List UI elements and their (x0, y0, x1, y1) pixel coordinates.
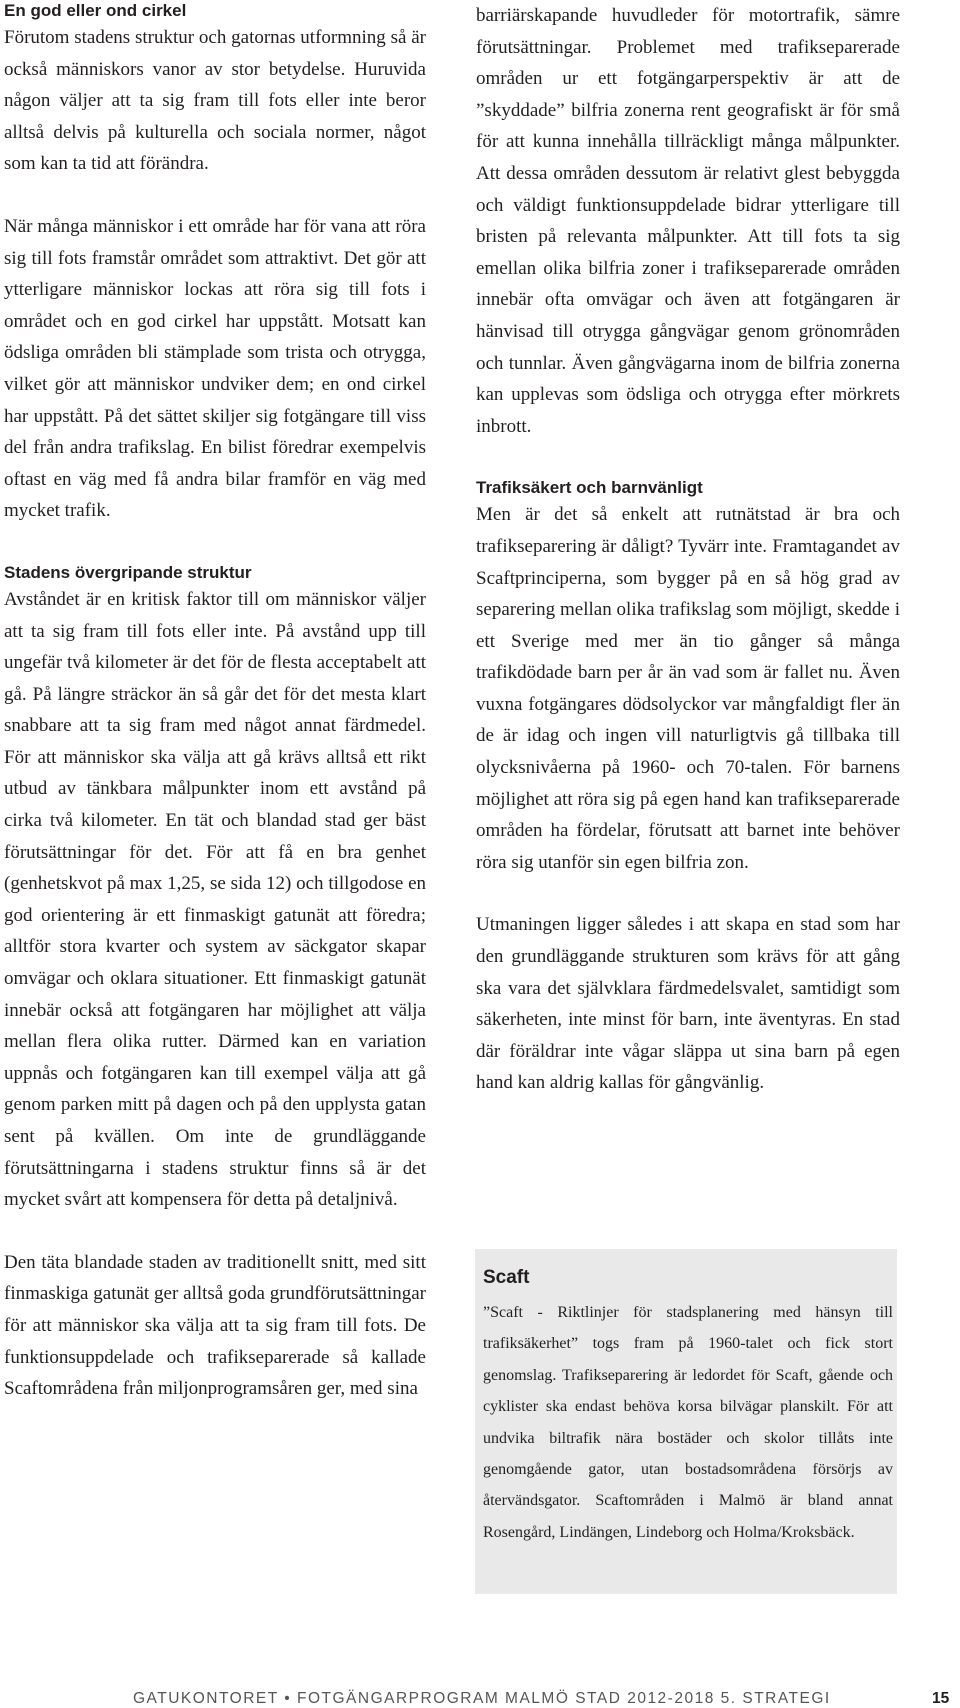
paragraph: Förutom stadens struktur och gatornas utformning så är också människors vanor av stor betydelse. Huruvida någon väljer att ta sig fram till fots eller inte beror alltså delvis på kulturella och sociala normer, något som kan ta tid att förändra. (4, 27, 426, 175)
paragraph: Avståndet är en kritisk faktor till om människor väljer att ta sig fram till fots eller inte. På avstånd upp till ungefär två kilometer är det för de flesta acceptabelt att gå. På längre sträckor än så går det för det mesta klart snabbare att ta sig fram med något annat färdmedel. För att människor ska välja att gå krävs alltså ett rikt utbud av tänkbara målpunkter inom ett avstånd på cirka två kilometer. En tät och blandad stad ger bäst förutsättningar för det. För att få en bra genhet (genhetskvot på max 1,25, se sida 12) och tillgodose en god orientering är ett finmaskigt gatunät att föredra; alltför stora kvarter och system av säckgator skapar omvägar och oklara situationer. Ett finmaskigt gatunät innebär också att fotgängaren har möjlighet att välja mellan flera olika rutter. Därmed kan en variation uppnås och fotgängaren kan till exempel välja att gå genom parken mitt på dagen och på den upplysta gatan sent på kvällen. Om inte de grundläggande förutsättningarna i stadens struktur finns så är det mycket svårt att kompensera för detta på detaljnivå. (4, 588, 426, 1211)
paragraph: barriärskapande huvudleder för motortrafik, sämre förutsättningar. Problemet med trafikseparerade områden ur ett fotgängarperspektiv är att de ”skyddade” bilfria zonerna rent geografiskt är för små för att kunna innehålla tillräckligt många målpunkter. Att dessa områden dessutom är relativt glest bebyggda och väldigt funktionsuppdelade bidrar ytterligare till bristen på relevanta målpunkter. Att till fots ta sig emellan olika bilfria zoner i trafikseparerade områden innebär ofta omvägar och även att fotgängaren är hänvisad till otrygga gångvägar genom grönområden och tunnlar. Även gångvägarna inom de bilfria zonerna kan upplevas som ödsliga och otrygga efter mörkrets inbrott. (476, 5, 900, 437)
scaft-text: ”Scaft - Riktlinjer för stadsplanering med hänsyn till trafiksäkerhet” togs fram på 1960-talet och fick stort genomslag. Trafikseparering är ledordet för Scaft, gående och cyklister ska endast behöva korsa bilvägar planskilt. För att undvika biltrafik nära bostäder och skolor tillåts inte genomgående gator, utan bostadsområdena försörjs av återvändsgator. Scaftområden i Malmö är bland annat Rosengård, Lindängen, Lindeborg och Holma/Kroksbäck. (483, 1304, 893, 1541)
paragraph: När många människor i ett område har för vana att röra sig till fots framstår området som attraktivt. Det gör att ytterligare människor lockas att röra sig till fots i området och en god cirkel har uppstått. Motsatt kan ödsliga områden bli stämplade som trista och otrygga, vilket gör att människor undviker dem; en ond cirkel har uppstått. På det sättet skiljer sig fotgängare till viss del från andra trafikslag. En bilist föredrar exempelvis oftast en väg med få andra bilar framför en väg med mycket trafik. (4, 215, 426, 522)
page-footer: GATUKONTORET • FOTGÄNGARPROGRAM MALMÖ STAD 2012-2018 5. STRATEGI (133, 1690, 831, 1707)
right-column (476, 0, 900, 1099)
left-column (4, 0, 426, 1405)
paragraph: Den täta blandade staden av traditionellt snitt, med sitt finmaskiga gatunät ger alltså goda grundförutsättningar för att människor ska välja att ta sig fram till fots. De funktionsuppdelade och trafikseparerade så kallade Scaftområdena från miljonprogramsåren ger, med sina (4, 1251, 426, 1400)
paragraph: Utmaningen ligger således i att skapa en stad som har den grundläggande strukturen som krävs för att gång ska vara det självklara färdmedelsvalet, samtidigt som säkerheten, inte minst för barn, inte äventyras. En stad där föräldrar inte vågar släppa ut sina barn på egen hand kan aldrig kallas för gångvänlig. (476, 914, 900, 1094)
scaft-factbox (475, 1249, 897, 1594)
page-number: 15 (932, 1690, 950, 1707)
paragraph: Men är det så enkelt att rutnätstad är bra och trafikseparering är dåligt? Tyvärr inte. Framtagandet av Scaftprinciperna, som bygger på en så hög grad av separering mellan olika trafikslag som möjligt, skedde i ett Sverige med mer än tio gånger så många trafikdödade barn per år än vad som är fallet nu. Även vuxna fotgängares dödsolyckor var mångfaldigt fler än de är idag och ingen vill naturligtvis gå tillbaka till olycksnivåerna på 1960- och 70-talen. För barnens möjlighet att röra sig på egen hand kan trafikseparerade områden ha fördelar, förutsatt att barnet inte behöver röra sig utanför sin egen bilfria zon. (476, 504, 900, 873)
heading-stadens-struktur: Stadens övergripande struktur (4, 562, 252, 582)
heading-god-ond-cirkel: En god eller ond cirkel (4, 1, 187, 20)
heading-trafiksakert: Trafiksäkert och barnvänligt (476, 478, 703, 498)
scaft-heading: Scaft (483, 1267, 530, 1288)
